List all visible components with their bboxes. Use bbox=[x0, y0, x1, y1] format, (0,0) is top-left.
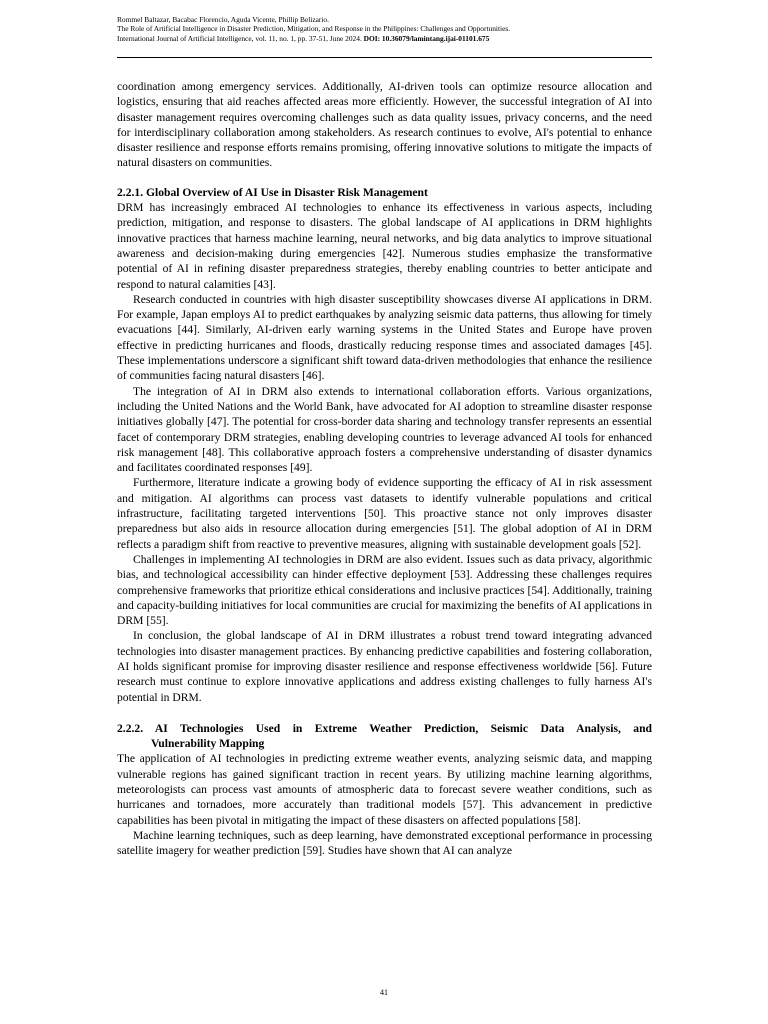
paragraph: Machine learning techniques, such as deep learning, have demonstrated exceptional performance in processing satellite imagery for weather prediction [59]. Studies have shown that AI can analyze bbox=[117, 828, 652, 858]
intro-paragraph: coordination among emergency services. Additionally, AI-driven tools can optimize resource allocation and logistics, ensuring that aid reaches affected areas more efficiently. However, the successful integration of AI into disaster management requires overcoming challenges such as data quality issues, privacy concerns, and the need for interdisciplinary collaboration among stakeholders. As research continues to evolve, AI's potential to enhance disaster resilience and response efforts remains promising, offering innovative solutions to mitigate the impacts of natural disasters on communities. bbox=[117, 80, 652, 170]
paragraph: The application of AI technologies in predicting extreme weather events, analyzing seismic data, and mapping vulnerable regions has gained significant traction in recent years. By utilizing machine learning algorithms, meteorologists can process vast amounts of atmospheric data to forecast severe weather conditions, such as hurricanes and tornadoes, more accurately than traditional models [57]. This advancement in predictive capabilities has been pivotal in mitigating the impact of these disasters on affected populations [58]. bbox=[117, 752, 652, 827]
running-header bbox=[117, 15, 652, 43]
paragraph: Challenges in implementing AI technologies in DRM are also evident. Issues such as data privacy, algorithmic bias, and technological accessibility can hinder effective deployment [53]. Addressing these challenges requires comprehensive frameworks that prioritize ethical considerations and inclusive practices [54]. Additionally, training and capacity-building initiatives for local communities are crucial for maximizing the benefits of AI applications in DRM [55]. bbox=[117, 552, 652, 628]
header-title: The Role of Artificial Intelligence in Disaster Prediction, Mitigation, and Response in the Philippines: Challenges and Opportunities. bbox=[117, 24, 511, 34]
header-authors: Rommel Baltazar, Bacabac Florencio, Aguda Vicente, Phillip Belizario. bbox=[117, 15, 329, 24]
body-text bbox=[117, 79, 652, 859]
paragraph: Furthermore, literature indicate a growing body of evidence supporting the efficacy of AI in risk assessment and mitigation. AI algorithms can process vast datasets to identify vulnerable populations and critical infrastructure, facilitating targeted interventions [50]. This proactive stance not only improves disaster preparedness but also aids in resource allocation during emergencies [51]. The global adoption of AI in DRM reflects a paradigm shift from reactive to preventive measures, aligning with sustainable development goals [52]. bbox=[117, 476, 652, 551]
header-journal: International Journal of Artificial Intelligence, vol. 11, no. 1, pp. 37-51, June 2024. bbox=[117, 33, 362, 43]
paragraph: The integration of AI in DRM also extends to international collaboration efforts. Various organizations, including the United Nations and the World Bank, have advocated for AI adoption to streamline disaster response initiatives globally [47]. The potential for cross-border data sharing and technology transfer represents an essential facet of contemporary DRM strategies, enabling developing countries to leverage advanced AI tools for enhanced risk management [48]. This collaborative approach fosters a comprehensive understanding of disaster dynamics and facilitates coordinated responses [49]. bbox=[117, 384, 652, 475]
heading-line-2: Vulnerability Mapping bbox=[151, 737, 265, 751]
section-heading-2-2-1: 2.2.1. Global Overview of AI Use in Disaster Risk Management bbox=[117, 185, 428, 199]
page-number: 41 bbox=[380, 988, 388, 997]
header-rule bbox=[117, 57, 652, 58]
heading-line-1: 2.2.2. AI Technologies Used in Extreme Weather Prediction, Seismic Data Analysis, and bbox=[117, 721, 652, 735]
paragraph: DRM has increasingly embraced AI technologies to enhance its effectiveness in various aspects, including prediction, mitigation, and response to disasters. The global landscape of AI applications in DRM highlights innovative practices that harness machine learning, neural networks, and big data analytics to improve situational awareness and decision-making during emergencies [42]. Numerous studies emphasize the transformative potential of AI in refining disaster preparedness strategies, thereby enabling countries to better anticipate and respond to natural calamities [43]. bbox=[117, 201, 652, 291]
header-citation bbox=[117, 34, 652, 43]
paragraph: Research conducted in countries with high disaster susceptibility showcases diverse AI applications in DRM. For example, Japan employs AI to predict earthquakes by analyzing seismic data patterns, thus allowing for timely evacuations [44]. Similarly, AI-driven early warning systems in the United States and Europe have proven effective in predicting hurricanes and floods, drastically reducing response times and associated damages [45]. These implementations underscore a significant shift toward data-driven methodologies that enhance the resilience of communities facing natural disasters [46]. bbox=[117, 292, 652, 383]
paragraph: In conclusion, the global landscape of AI in DRM illustrates a robust trend toward integrating advanced technologies into disaster management practices. By enhancing predictive capabilities and fostering collaboration, AI holds significant promise for improving disaster resilience and response effectiveness worldwide [56]. Future research must continue to explore innovative applications and address existing challenges to fully harness AI's potential in DRM. bbox=[117, 629, 652, 704]
section-heading-2-2-2 bbox=[117, 721, 652, 752]
header-doi: DOI: 10.36079/lamintang.ijai-01101.675 bbox=[363, 33, 490, 43]
